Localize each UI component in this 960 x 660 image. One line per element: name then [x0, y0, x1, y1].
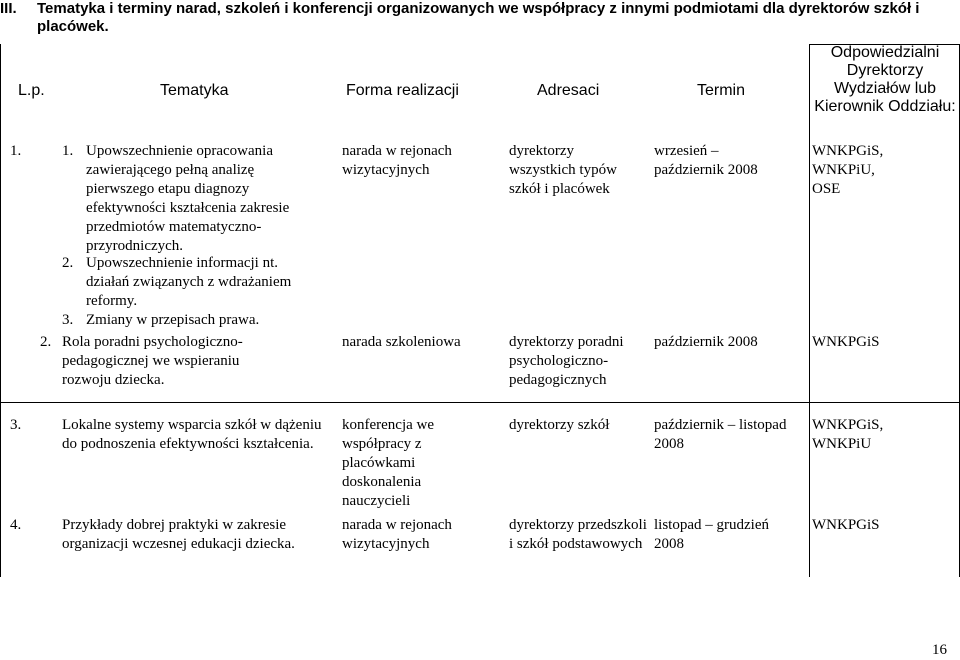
row-number: 4.: [10, 517, 22, 533]
topic-item-number: 2.: [62, 255, 74, 271]
date-cell: wrzesień – październik 2008: [654, 143, 758, 178]
topic-item: Upowszechnienie informacji nt. działań związanych z wdrażaniem reformy.: [86, 255, 292, 309]
header-lp: L.p.: [18, 82, 45, 99]
audience-cell: dyrektorzy poradni psychologiczno-pedagogicznych: [509, 334, 624, 388]
responsible-cell: WNKPGiS: [812, 517, 880, 533]
date-cell: październik – listopad 2008: [654, 417, 787, 452]
page-number: 16: [932, 642, 947, 658]
form-cell: konferencja we współpracy z placówkami doskonalenia nauczycieli: [342, 417, 435, 509]
section-title: Tematyka i terminy narad, szkoleń i konferencji organizowanych we współpracy z innymi podmiotami dla dyrektorów szkół i placówek.: [37, 0, 920, 35]
row-number: 3.: [10, 417, 22, 433]
header-form: Forma realizacji: [346, 82, 459, 99]
topic-item-number: 3.: [62, 312, 74, 328]
topic-cell: Rola poradni psychologiczno-pedagogicznej we wspieraniu rozwoju dziecka.: [62, 334, 243, 388]
header-topic: Tematyka: [160, 82, 229, 99]
audience-cell: dyrektorzy przedszkoli i szkół podstawowych: [509, 517, 647, 552]
topic-cell: Przykłady dobrej praktyki w zakresie organizacji wczesnej edukacji dziecka.: [62, 517, 295, 552]
header-responsible: Odpowiedzialni Dyrektorzy Wydziałów lub Kierownik Oddziału:: [814, 44, 956, 115]
row-number: 2.: [40, 334, 52, 350]
topic-cell: Lokalne systemy wsparcia szkół w dążeniu do podnoszenia efektywności kształcenia.: [62, 417, 322, 452]
responsible-cell: WNKPGiS: [812, 334, 880, 350]
topic-item: Upowszechnienie opracowania zawierającego pełną analizę pierwszego etapu diagnozy efektywności kształcenia zakresie przedmiotów matematyczno-przyrodniczych.: [86, 143, 290, 254]
responsible-cell: WNKPGiS, WNKPiU, OSE: [812, 143, 884, 197]
form-cell: narada w rejonach wizytacyjnych: [342, 143, 452, 178]
form-cell: narada szkoleniowa: [342, 334, 461, 350]
topic-item: Zmiany w przepisach prawa.: [86, 312, 260, 328]
date-cell: październik 2008: [654, 334, 758, 350]
header-date: Termin: [697, 82, 746, 99]
form-cell: narada w rejonach wizytacyjnych: [342, 517, 452, 552]
date-cell: listopad – grudzień 2008: [654, 517, 769, 552]
row-number: 1.: [10, 143, 22, 159]
audience-cell: dyrektorzy wszystkich typów szkół i placówek: [509, 143, 617, 197]
header-audience: Adresaci: [537, 82, 600, 99]
responsible-cell: WNKPGiS, WNKPiU: [812, 417, 884, 452]
audience-cell: dyrektorzy szkół: [509, 417, 610, 433]
column-divider: [809, 44, 810, 577]
row-divider: [0, 402, 960, 403]
topic-item-number: 1.: [62, 143, 74, 159]
column-divider: [0, 44, 1, 577]
section-number: III.: [0, 0, 17, 17]
